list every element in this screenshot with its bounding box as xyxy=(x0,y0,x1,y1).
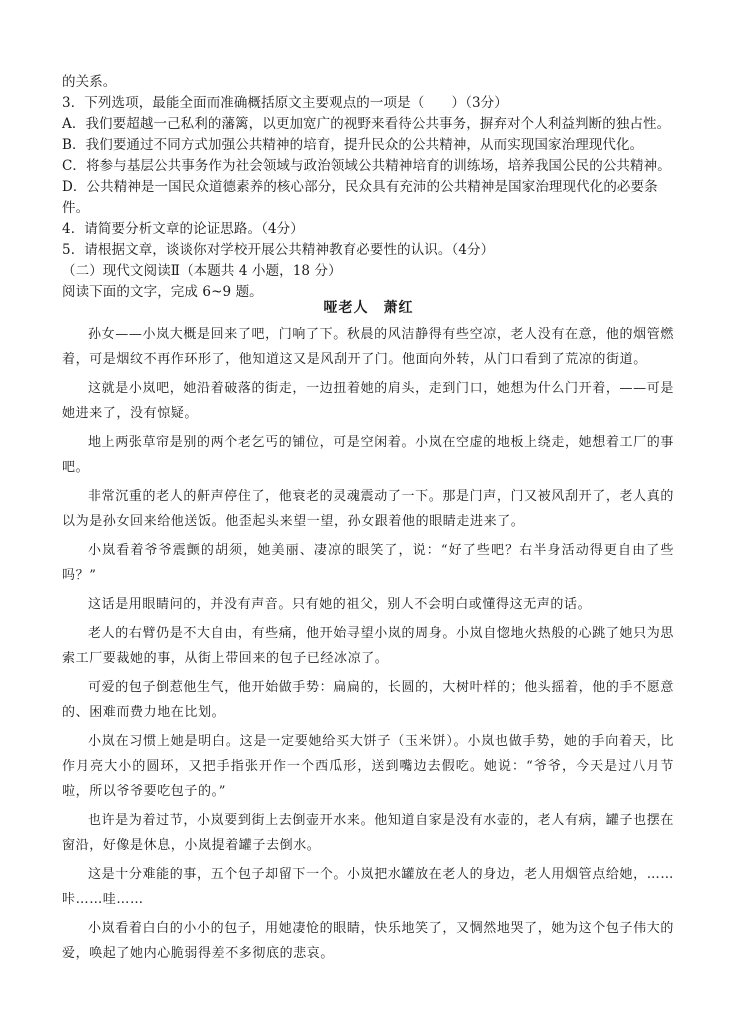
option-d-continued: 件。 xyxy=(62,200,90,216)
story-paragraph: 这就是小岚吧，她沿着破落的街走，一边扭着她的肩头，走到门口，她想为什么门开着，——可是她进来了，没有惊疑。 xyxy=(62,381,674,421)
story-paragraph: 也许是为着过节，小岚要到街上去倒壶开水来。他知道自家是没有水壶的，老人有病，罐子也摆在窗沿，好像是休息，小岚提着罐子去倒水。 xyxy=(62,813,674,853)
story-paragraph: 小岚在习惯上她是明白。这是一定要她给买大饼子（玉米饼）。小岚也做手势，她的手向着天，比作月亮大小的圆环，又把手指张开作一个西瓜形，送到嘴边去假吃。她说：“爷爷，今天是过八月节啦，所以爷爷要吃包子的。” xyxy=(62,734,674,799)
story-paragraph: 地上两张草帘是别的两个老乞丐的铺位，可是空闲着。小岚在空虚的地板上绕走，她想着工厂的事吧。 xyxy=(62,435,674,475)
story-title: 哑老人 萧红 xyxy=(323,300,414,316)
story-paragraph: 非常沉重的老人的鼾声停住了，他衰老的灵魂震动了一下。那是门声，门又被风刮开了，老人真的以为是孙女回来给他送饭。他歪起头来望一望，孙女跟着他的眼睛走进来了。 xyxy=(62,489,674,529)
story-paragraph: 小岚看着爷爷震颤的胡须，她美丽、凄凉的眼笑了，说：“好了些吧？右半身活动得更自由了些吗？” xyxy=(62,543,674,583)
question-section xyxy=(62,72,682,303)
story-paragraph: 这是十分难能的事，五个包子却留下一个。小岚把水罐放在老人的身边，老人用烟管点给她，……咔……哇…… xyxy=(62,867,674,907)
story-paragraph: 这话是用眼睛问的，并没有声音。只有她的祖父，别人不会明白或懂得这无声的话。 xyxy=(88,597,592,612)
question-4: 4．请简要分析文章的论证思路。（4分） xyxy=(62,221,304,237)
option-a: A．我们要超越一己私利的藩篱，以更加宽广的视野来看待公共事务，摒弃对个人利益判断的独占性。 xyxy=(62,116,671,132)
story-paragraph: 孙女——小岚大概是回来了吧，门响了下。秋晨的风洁静得有些空凉，老人没有在意，他的烟管燃着，可是烟纹不再作环形了，他知道这又是风刮开了门。他面向外转，从门口看到了荒凉的街道。 xyxy=(62,327,674,367)
option-b: B．我们要通过不同方式加强公共精神的培育，提升民众的公共精神，从而实现国家治理现代化。 xyxy=(62,137,644,153)
text-line: 的关系。 xyxy=(62,74,117,90)
question-5: 5．请根据文章，谈谈你对学校开展公共精神教育必要性的认识。（4分） xyxy=(62,242,495,258)
question-3-stem: 3．下列选项，最能全面而准确概括原文主要观点的一项是（ ）（3分） xyxy=(62,95,508,111)
story-paragraph: 可爱的包子倒惹他生气，他开始做手势：扁扁的，长圆的，大树叶样的；他头摇着，他的手不愿意的、困难而费力地在比划。 xyxy=(62,680,674,720)
option-d: D．公共精神是一国民众道德素养的核心部分，民众具有充沛的公共精神是国家治理现代化的必要条 xyxy=(62,179,658,195)
story-paragraph: 老人的右臂仍是不大自由，有些痛，他开始寻望小岚的周身。小岚自惚地火热般的心跳了她只为思索工厂要裁她的事，从街上带回来的包子已经冰凉了。 xyxy=(62,626,674,666)
story-body xyxy=(62,322,674,970)
reading-instruction: 阅读下面的文字，完成 6~9 题。 xyxy=(62,284,263,300)
option-c: C．将参与基层公共事务作为社会领域与政治领域公共精神培育的训练场，培养我国公民的公共精神。 xyxy=(62,158,671,174)
section-heading: （二）现代文阅读Ⅱ（本题共 4 小题，18 分） xyxy=(62,263,342,279)
story-paragraph: 小岚看着白白的小小的包子，用她凄怆的眼睛，快乐地笑了，又惆然地哭了，她为这个包子伟大的爱，唤起了她内心脆弱得差不多彻底的悲哀。 xyxy=(62,921,674,961)
